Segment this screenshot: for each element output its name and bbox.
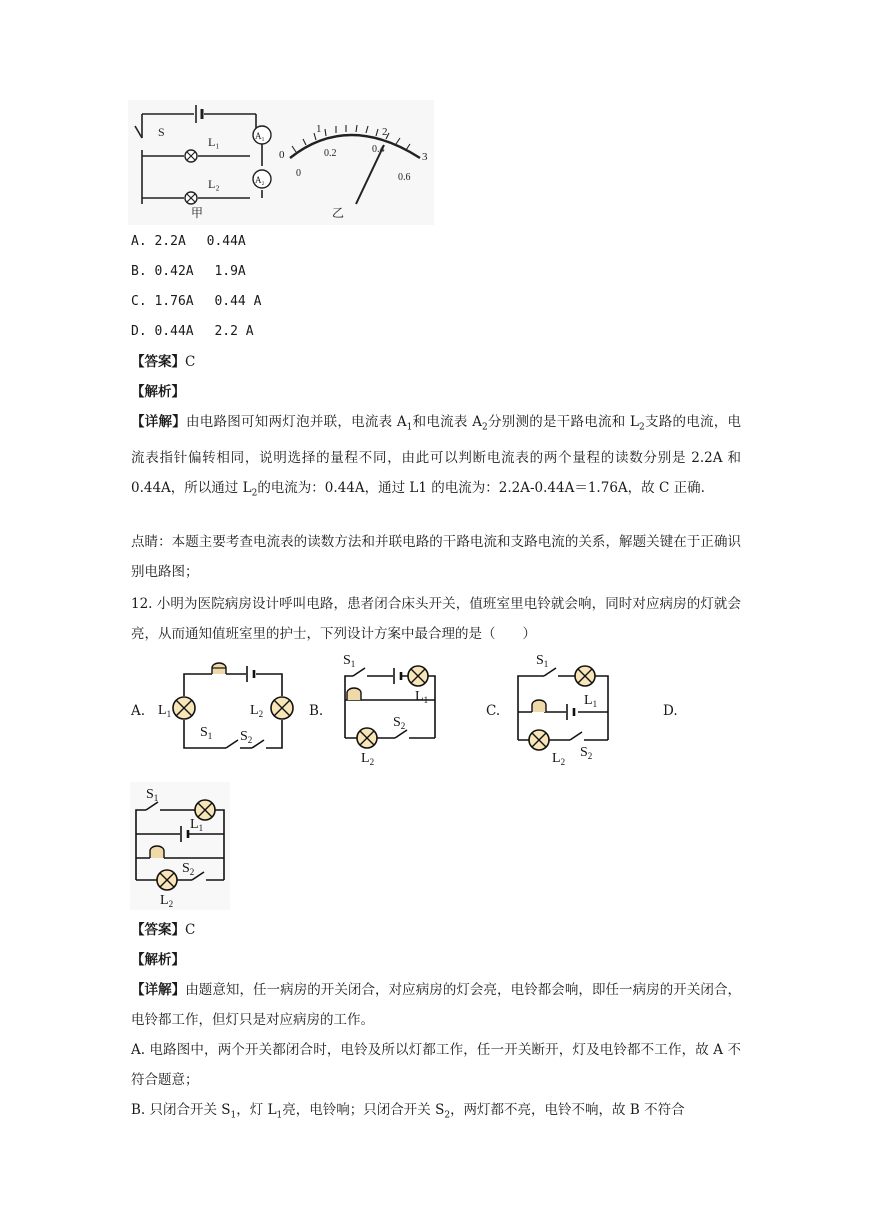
l2-label: L (250, 703, 259, 718)
dial-top-1: 1 (316, 123, 322, 135)
subscript: 2 (481, 422, 488, 433)
subscript: 1 (350, 659, 356, 669)
option-a: A. 2.2A 0.44A (131, 234, 246, 249)
option-c: C. 1.76A 0.44 A (131, 294, 262, 309)
s1-label: S (343, 653, 351, 668)
circuit-a (154, 652, 302, 762)
yi-label: 乙 (332, 206, 345, 220)
circuit-d (130, 782, 230, 910)
subscript: 2 (168, 899, 174, 909)
svg-text:S2 (580, 745, 592, 761)
answer-value: C (185, 922, 196, 938)
subscript: 2 (251, 488, 258, 499)
s2-label: S (393, 715, 401, 730)
q12-detail-paragraph (131, 975, 741, 1035)
analysis-heading (131, 382, 185, 402)
l1-label: L₁ (208, 135, 220, 149)
subscript: 1 (543, 659, 549, 669)
subscript: 2 (587, 751, 593, 761)
bell-icon (347, 688, 361, 700)
analysis-text: ，灯 L (236, 1102, 277, 1118)
s2-label: S (182, 861, 190, 876)
subscript: 2 (189, 867, 195, 877)
circuit-c (508, 648, 620, 768)
dial-bottom-1: 0.2 (324, 148, 337, 159)
answer-tag: 【答案】 (131, 922, 185, 938)
s2-label: S (240, 729, 248, 744)
q12-option-a-letter: A. (131, 703, 146, 719)
detail-tag: 【详解】 (131, 982, 186, 998)
q11-detail-paragraph (131, 407, 741, 508)
s1-label: S (200, 725, 208, 740)
subscript: 1 (198, 823, 204, 833)
analysis-tag: 【解析】 (131, 384, 185, 400)
bell-icon (150, 846, 164, 858)
l1-label: L (158, 703, 167, 718)
detail-tag: 【详解】 (131, 414, 187, 430)
s1-label: S (536, 653, 544, 668)
q12-option-c-letter: C. (486, 703, 501, 719)
dial-bottom-0: 0 (296, 168, 301, 179)
svg-text:L1 (158, 703, 171, 719)
subscript: 1 (230, 1110, 237, 1121)
detail-text: 由电路图可知两灯泡并联，电流表 A (186, 414, 407, 430)
dial-top-3: 3 (422, 151, 428, 163)
subscript: 2 (400, 721, 406, 731)
analysis-tag: 【解析】 (131, 952, 185, 968)
circuit-b (331, 648, 443, 768)
q12-analysis-b (131, 1095, 741, 1131)
svg-text:L2 (552, 751, 565, 767)
dial-top-0: 0 (279, 149, 285, 161)
svg-text:S2 (240, 729, 252, 745)
subscript: 1 (207, 731, 213, 741)
detail-text: 分别测的是干路电流和 L (487, 414, 639, 430)
answer-value: C (185, 354, 196, 370)
analysis-text: B. 只闭合开关 S (131, 1102, 231, 1118)
q12-analysis-heading (131, 950, 185, 970)
answer-tag: 【答案】 (131, 354, 185, 370)
subscript: 2 (444, 1110, 451, 1121)
detail-text: 的电流为：0.44A，通过 L1 的电流为：2.2A-0.44A＝1.76A，故 C 正确. (257, 479, 705, 496)
bell-icon (532, 700, 546, 712)
subscript: 1 (276, 1110, 283, 1121)
dial-bottom-3: 0.6 (398, 172, 411, 183)
l2-label: L (160, 893, 169, 908)
dial-bottom-2: 0.4 (372, 144, 385, 155)
dial-top-2: 2 (382, 126, 388, 138)
subscript: 2 (639, 422, 645, 433)
analysis-text: 亮，电铃响；只闭合开关 S (282, 1102, 445, 1118)
subscript: 1 (153, 793, 159, 803)
s1-label: S (146, 787, 154, 802)
subscript: 2 (369, 757, 375, 767)
subscript: 2 (258, 709, 264, 719)
q12-option-d-letter: D. (663, 703, 678, 719)
a2-label: A₂ (255, 175, 265, 185)
a1-label: A₁ (255, 131, 265, 141)
detail-text: 支路的电流，电流表指针偏转相同，说明选择的量程不同，由此可以判断电流表的两个量程的读数分别是 2.2A 和 0.44A，所以通过 L (131, 414, 742, 496)
subscript: 1 (166, 709, 172, 719)
svg-text:L1 (584, 693, 597, 709)
l2-label: L (361, 751, 370, 766)
detail-text: 和电流表 A (412, 414, 482, 430)
l2-label: L (552, 751, 561, 766)
l1-label: L (584, 693, 593, 708)
subscript: 2 (247, 735, 253, 745)
svg-text:L2 (361, 751, 374, 767)
q11-figure (128, 100, 434, 225)
subscript: 1 (592, 699, 598, 709)
svg-text:S1 (343, 653, 355, 669)
svg-text:L1 (415, 689, 428, 705)
analysis-text: ，两灯都不亮，电铃不响，故 B 不符合 (450, 1102, 685, 1118)
q12-analysis-a: A. 电路图中，两个开关都闭合时，电铃及所以灯都工作，任一开关断开，灯及电铃都不工作，故 A 不符合题意； (131, 1042, 741, 1088)
l1-label: L (415, 689, 424, 704)
jia-label: 甲 (191, 206, 204, 220)
l2-label: L₂ (208, 177, 220, 191)
answer-line (131, 352, 195, 372)
q12-stem: 12. 小明为医院病房设计呼叫电路，患者闭合床头开关，值班室里电铃就会响，同时对应病房的灯就会亮，从而通知值班室里的护士，下列设计方案中最合理的是（ ） (131, 596, 741, 642)
q12-answer-line (131, 920, 195, 940)
option-b: B. 0.42A 1.9A (131, 264, 246, 279)
q12-option-b-letter: B. (309, 703, 324, 719)
option-d: D. 0.44A 2.2 A (131, 324, 254, 339)
svg-text:S1 (536, 653, 548, 669)
svg-text:S1 (200, 725, 212, 741)
subscript: 1 (406, 422, 413, 433)
s2-label: S (580, 745, 588, 760)
switch-s-label: S (158, 125, 165, 139)
q11-comment: 点睛：本题主要考查电流表的读数方法和并联电路的干路电流和支路电流的关系，解题关键在于正确识别电路图； (131, 534, 741, 580)
svg-text:S2 (393, 715, 405, 731)
l1-label: L (190, 817, 199, 832)
subscript: 1 (423, 695, 429, 705)
detail-text: 由题意知，任一病房的开关闭合，对应病房的灯会亮，电铃都会响，即任一病房的开关闭合，电铃都工作，但灯只是对应病房的工作。 (131, 982, 742, 1028)
subscript: 2 (560, 757, 566, 767)
svg-text:L2 (250, 703, 263, 719)
